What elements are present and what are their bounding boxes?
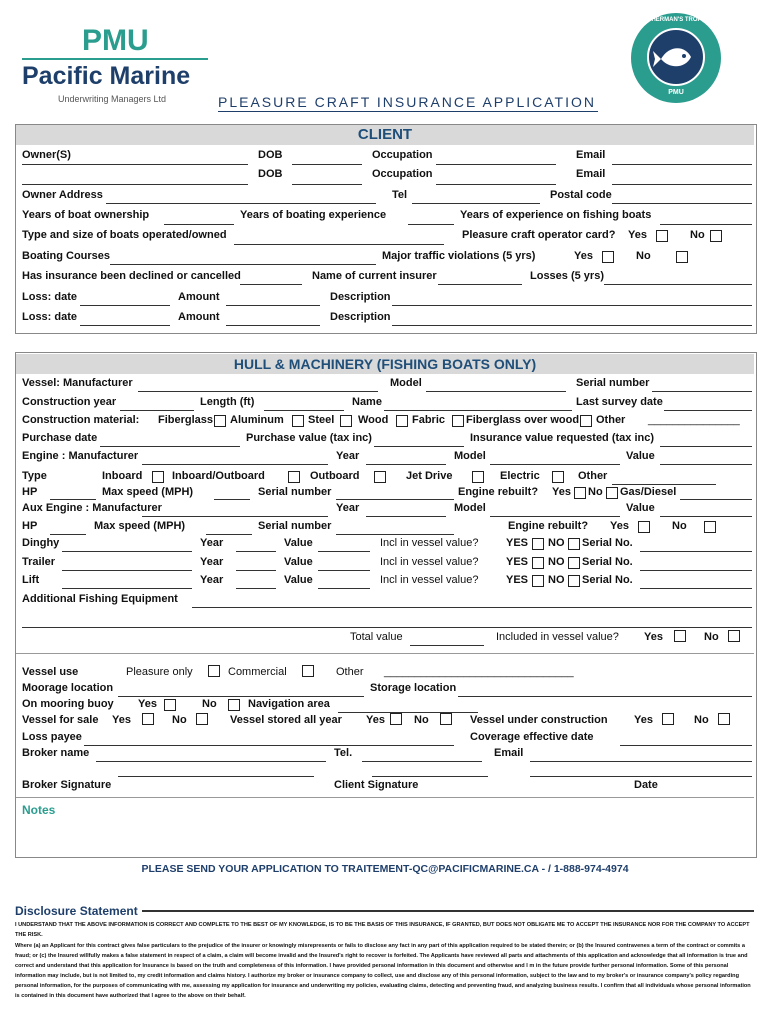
type-size-label: Type and size of boats operated/owned xyxy=(22,229,227,241)
aux-max-speed-field[interactable] xyxy=(206,534,252,535)
logo-rule xyxy=(22,58,208,60)
trailer-year-label: Year xyxy=(200,556,224,568)
notes-divider xyxy=(16,797,754,798)
lift-serial-field[interactable] xyxy=(640,588,752,589)
sale-no-checkbox[interactable] xyxy=(196,713,208,725)
client-heading-bar xyxy=(16,125,754,145)
tel-label: Tel xyxy=(392,189,408,201)
aux-rebuilt-no-label: No xyxy=(672,520,687,532)
use-commercial-label: Commercial xyxy=(228,666,287,678)
sale-no-label: No xyxy=(172,714,187,726)
aux-serial-label: Serial number xyxy=(258,520,332,532)
trailer-incl-label: Incl in vessel value? xyxy=(380,556,479,568)
lift-serial-label: Serial No. xyxy=(582,574,633,586)
amount-label-2: Amount xyxy=(178,311,220,323)
rebuilt-no-checkbox[interactable] xyxy=(606,487,618,499)
type-electric-checkbox[interactable] xyxy=(552,471,564,483)
dinghy-no-checkbox[interactable] xyxy=(568,538,580,550)
email-label: Email xyxy=(576,149,606,161)
serial-number-field[interactable] xyxy=(652,391,752,392)
loss-date-label-2: Loss: date xyxy=(22,311,78,323)
description-label-1: Description xyxy=(330,291,391,303)
rebuilt-yes-label: Yes xyxy=(552,486,571,498)
email-field-2[interactable] xyxy=(612,184,752,185)
type-jet-drive-label: Jet Drive xyxy=(406,470,453,482)
additional-equipment-label: Additional Fishing Equipment xyxy=(22,593,178,605)
buoy-no-label: No xyxy=(202,698,217,710)
lift-yes-label: YES xyxy=(506,574,529,586)
material-fiberglass-over-wood-checkbox[interactable] xyxy=(580,415,592,427)
material-steel-label: Steel xyxy=(308,414,335,426)
length-field[interactable] xyxy=(264,410,344,411)
dob-label: DOB xyxy=(258,149,283,161)
send-instructions: PLEASE SEND YOUR APPLICATION TO TRAITEMENT-QC@PACIFICMARINE.CA - / 1-888-974-4974 xyxy=(141,863,629,875)
gas-diesel-label: Gas/Diesel xyxy=(620,486,677,498)
boating-courses-label: Boating Courses xyxy=(22,250,111,262)
years-fishing-label: Years of experience on fishing boats xyxy=(460,209,652,221)
dinghy-yes-label: YES xyxy=(506,537,529,549)
occupation-field-1[interactable] xyxy=(436,164,556,165)
dinghy-value-label: Value xyxy=(284,537,313,549)
coverage-date-label: Coverage effective date xyxy=(470,731,594,743)
losses-label: Losses (5 yrs) xyxy=(530,270,604,282)
use-commercial-checkbox[interactable] xyxy=(302,665,314,677)
name-label: Name xyxy=(352,396,382,408)
type-jet-drive-checkbox[interactable] xyxy=(472,471,484,483)
occupation-label: Occupation xyxy=(372,149,433,161)
section-divider xyxy=(16,653,754,654)
broker-email-field[interactable] xyxy=(530,761,752,762)
losses-field[interactable] xyxy=(604,284,752,285)
fishermans-trophy-badge xyxy=(631,13,721,103)
trailer-yes-checkbox[interactable] xyxy=(532,557,544,569)
engine-manufacturer-label: Engine : Manufacturer xyxy=(22,450,139,462)
vessel-manufacturer-label: Vessel: Manufacturer xyxy=(22,377,133,389)
amount-field-2[interactable] xyxy=(226,325,320,326)
broker-name-field[interactable] xyxy=(96,761,326,762)
included-label: Included in vessel value? xyxy=(496,631,619,643)
aux-hp-field[interactable] xyxy=(50,534,86,535)
lift-incl-label: Incl in vessel value? xyxy=(380,574,479,586)
broker-signature-label: Broker Signature xyxy=(22,779,112,791)
dob-label-2: DOB xyxy=(258,168,283,180)
amount-label-1: Amount xyxy=(178,291,220,303)
stored-yes-label: Yes xyxy=(366,714,385,726)
years-ownership-label: Years of boat ownership xyxy=(22,209,150,221)
engine-year-label: Year xyxy=(336,450,360,462)
type-inboard-outboard-label: Inboard/Outboard xyxy=(172,470,265,482)
client-signature-field[interactable] xyxy=(372,776,488,777)
material-fiberglass-checkbox[interactable] xyxy=(214,415,226,427)
coverage-date-field[interactable] xyxy=(620,745,752,746)
dob-field-2[interactable] xyxy=(292,184,362,185)
purchase-value-label: Purchase value (tax inc) xyxy=(246,432,372,444)
included-no-label: No xyxy=(704,631,719,643)
gas-diesel-field[interactable] xyxy=(680,499,752,500)
sale-yes-checkbox[interactable] xyxy=(142,713,154,725)
aux-rebuilt-yes-checkbox[interactable] xyxy=(638,521,650,533)
broker-name-label: Broker name xyxy=(22,747,90,759)
lift-year-label: Year xyxy=(200,574,224,586)
boating-courses-field[interactable] xyxy=(110,264,376,265)
last-survey-label: Last survey date xyxy=(576,396,663,408)
rebuilt-no-label: No xyxy=(588,486,603,498)
additional-equipment-line-1[interactable] xyxy=(192,607,752,608)
construction-no-label: No xyxy=(694,714,709,726)
type-electric-label: Electric xyxy=(500,470,540,482)
construction-yes-label: Yes xyxy=(634,714,653,726)
type-inboard-label: Inboard xyxy=(102,470,143,482)
client-signature-label: Client Signature xyxy=(334,779,419,791)
badge-arc-text: FISHERMAN'S TROPHY xyxy=(642,17,710,23)
use-pleasure-checkbox[interactable] xyxy=(208,665,220,677)
years-experience-field[interactable] xyxy=(408,224,454,225)
broker-tel-label: Tel. xyxy=(334,747,353,759)
loss-date-field-2[interactable] xyxy=(80,325,170,326)
operator-card-yes-checkbox[interactable] xyxy=(656,230,668,242)
material-wood-label: Wood xyxy=(358,414,389,426)
buoy-yes-label: Yes xyxy=(138,698,157,710)
engine-value-field[interactable] xyxy=(660,464,752,465)
type-size-field[interactable] xyxy=(234,244,444,245)
trailer-field[interactable] xyxy=(62,570,192,571)
last-survey-field[interactable] xyxy=(664,410,752,411)
stored-no-label: No xyxy=(414,714,429,726)
traffic-violations-label: Major traffic violations (5 yrs) xyxy=(382,250,536,262)
use-other-field[interactable]: _______________________________ xyxy=(384,666,574,678)
aux-engine-field[interactable] xyxy=(142,516,328,517)
aux-value-label: Value xyxy=(626,502,655,514)
use-pleasure-label: Pleasure only xyxy=(126,666,193,678)
included-no-checkbox[interactable] xyxy=(728,630,740,642)
years-fishing-field[interactable] xyxy=(660,224,752,225)
client-heading: CLIENT xyxy=(357,126,413,143)
violations-no-label: No xyxy=(636,250,651,262)
disclosure-paragraph-2: Where (a) an Applicant for this contract gives false particulars to the prejudice of the insurer or knowingly misrepresents or fails to disclose any fact in any part of this application required to be stated therein; or (b) the Insured contravenes a term of the contract or commits a fraud; or (c) the Insured willfully makes a false statement in respect of a claim, a claim will become invalid and the Insured's right to recover is forfeited. The Applicants have reviewed all parts and attachments of this application and acknowledge that all information is true and correct and understand that this application for Insurance is based on the truth and completeness of this information. I have provided personal information in this document and otherwise and I m in the future provide further personal information. Some of this personal information may include, but is not limited to, my credit information and claims history. I authorize my broker or insurance company to collect, use and disclose any of this personal information, subject to the law and to my broker's or insurance company's policy regarding personal information, for the purposes of communicating with me, assessing my application for insurance and underwriting my policies, evaluating claims, detecting and preventing fraud, and analyzing business results. I confirm that all individuals whose personal information is contained in this document have authorized that I agree to the above on their behalf. xyxy=(15,943,751,999)
lift-yes-checkbox[interactable] xyxy=(532,575,544,587)
material-wood-checkbox[interactable] xyxy=(396,415,408,427)
dinghy-serial-field[interactable] xyxy=(640,551,752,552)
stored-all-year-label: Vessel stored all year xyxy=(230,714,342,726)
owner-line-1[interactable] xyxy=(22,164,248,165)
total-value-label: Total value xyxy=(350,631,403,643)
trailer-year-field[interactable] xyxy=(236,570,276,571)
vessel-manufacturer-field[interactable] xyxy=(138,391,378,392)
material-other-field[interactable]: _______________ xyxy=(648,414,740,426)
engine-serial-field[interactable] xyxy=(336,499,454,500)
material-other-label: Other xyxy=(596,414,626,426)
purchase-date-label: Purchase date xyxy=(22,432,98,444)
date-label: Date xyxy=(634,779,658,791)
length-label: Length (ft) xyxy=(200,396,255,408)
vessel-for-sale-label: Vessel for sale xyxy=(22,714,99,726)
violations-yes-label: Yes xyxy=(574,250,593,262)
stored-yes-checkbox[interactable] xyxy=(390,713,402,725)
material-steel-checkbox[interactable] xyxy=(340,415,352,427)
operator-card-label: Pleasure craft operator card? xyxy=(462,229,616,241)
dinghy-field[interactable] xyxy=(62,551,192,552)
trailer-yes-label: YES xyxy=(506,556,529,568)
construction-material-label: Construction material: xyxy=(22,414,140,426)
material-aluminum-checkbox[interactable] xyxy=(292,415,304,427)
lift-year-field[interactable] xyxy=(236,588,276,589)
current-insurer-field[interactable] xyxy=(438,284,522,285)
dinghy-incl-label: Incl in vessel value? xyxy=(380,537,479,549)
dinghy-serial-label: Serial No. xyxy=(582,537,633,549)
lift-field[interactable] xyxy=(62,588,192,589)
aux-max-speed-label: Max speed (MPH) xyxy=(94,520,186,532)
trailer-value-field[interactable] xyxy=(318,570,370,571)
hull-heading-bar xyxy=(16,354,754,374)
operator-card-no-label: No xyxy=(690,229,705,241)
construction-year-label: Construction year xyxy=(22,396,117,408)
stored-no-checkbox[interactable] xyxy=(440,713,452,725)
rebuilt-yes-checkbox[interactable] xyxy=(574,487,586,499)
description-label-2: Description xyxy=(330,311,391,323)
aux-value-field[interactable] xyxy=(660,516,752,517)
included-yes-label: Yes xyxy=(644,631,663,643)
notes-area[interactable] xyxy=(22,822,752,852)
tel-field[interactable] xyxy=(412,203,540,204)
aux-model-field[interactable] xyxy=(490,516,620,517)
broker-email-label: Email xyxy=(494,747,524,759)
years-experience-label: Years of boating experience xyxy=(240,209,387,221)
occupation-label-2: Occupation xyxy=(372,168,433,180)
storage-label: Storage location xyxy=(370,682,457,694)
description-field-1[interactable] xyxy=(392,305,752,306)
loss-payee-label: Loss payee xyxy=(22,731,82,743)
under-construction-label: Vessel under construction xyxy=(470,714,608,726)
insurance-value-label: Insurance value requested (tax inc) xyxy=(470,432,655,444)
owner-line-2[interactable] xyxy=(22,184,248,185)
model-field[interactable] xyxy=(426,391,566,392)
lift-value-field[interactable] xyxy=(318,588,370,589)
material-fiberglass-label: Fiberglass xyxy=(158,414,214,426)
type-other-label: Other xyxy=(578,470,608,482)
dinghy-value-field[interactable] xyxy=(318,551,370,552)
dinghy-no-label: NO xyxy=(548,537,565,549)
max-speed-label: Max speed (MPH) xyxy=(102,486,194,498)
mooring-buoy-label: On mooring buoy xyxy=(22,698,114,710)
material-fiberglass-over-wood-label: Fiberglass over wood xyxy=(466,414,580,426)
broker-tel-field[interactable] xyxy=(362,761,482,762)
current-insurer-label: Name of current insurer xyxy=(312,270,437,282)
serial-number-label: Serial number xyxy=(576,377,650,389)
engine-value-label: Value xyxy=(626,450,655,462)
logo-pmu: PMU xyxy=(82,24,149,57)
trailer-no-checkbox[interactable] xyxy=(568,557,580,569)
trailer-serial-field[interactable] xyxy=(640,570,752,571)
moorage-label: Moorage location xyxy=(22,682,114,694)
type-outboard-checkbox[interactable] xyxy=(374,471,386,483)
buoy-no-checkbox[interactable] xyxy=(228,699,240,711)
email-label-2: Email xyxy=(576,168,606,180)
lift-no-checkbox[interactable] xyxy=(568,575,580,587)
operator-card-no-checkbox[interactable] xyxy=(710,230,722,242)
logo-subtitle: Underwriting Managers Ltd xyxy=(58,94,167,104)
broker-signature-field[interactable] xyxy=(118,776,314,777)
dinghy-year-field[interactable] xyxy=(236,551,276,552)
violations-yes-checkbox[interactable] xyxy=(602,251,614,263)
type-inboard-checkbox[interactable] xyxy=(152,471,164,483)
type-outboard-label: Outboard xyxy=(310,470,360,482)
years-ownership-field[interactable] xyxy=(164,224,234,225)
logo-brand: Pacific Marine xyxy=(22,62,191,90)
declined-label: Has insurance been declined or cancelled xyxy=(22,270,241,282)
engine-model-field[interactable] xyxy=(490,464,620,465)
hull-heading: HULL & MACHINERY (FISHING BOATS ONLY) xyxy=(233,356,537,372)
material-fabric-label: Fabric xyxy=(412,414,446,426)
lift-no-label: NO xyxy=(548,574,565,586)
engine-rebuilt-label: Engine rebuilt? xyxy=(458,486,539,498)
engine-year-field[interactable] xyxy=(366,464,446,465)
aux-year-label: Year xyxy=(336,502,360,514)
construction-yes-checkbox[interactable] xyxy=(662,713,674,725)
total-value-field[interactable] xyxy=(410,645,484,646)
name-field[interactable] xyxy=(384,410,572,411)
trailer-no-label: NO xyxy=(548,556,565,568)
loss-payee-field[interactable] xyxy=(84,745,454,746)
lift-label: Lift xyxy=(22,574,40,586)
badge-bottom-text: PMU xyxy=(668,89,684,96)
title-underline xyxy=(218,111,598,112)
dinghy-year-label: Year xyxy=(200,537,224,549)
amount-field-1[interactable] xyxy=(226,305,320,306)
engine-manufacturer-field[interactable] xyxy=(142,464,328,465)
purchase-date-field[interactable] xyxy=(100,446,240,447)
page-title: PLEASURE CRAFT INSURANCE APPLICATION xyxy=(218,94,596,110)
aux-serial-field[interactable] xyxy=(336,534,454,535)
purchase-value-field[interactable] xyxy=(374,446,464,447)
storage-field[interactable] xyxy=(458,696,752,697)
buoy-yes-checkbox[interactable] xyxy=(164,699,176,711)
trailer-label: Trailer xyxy=(22,556,56,568)
occupation-field-2[interactable] xyxy=(436,184,556,185)
aux-rebuilt-yes-label: Yes xyxy=(610,520,629,532)
construction-no-checkbox[interactable] xyxy=(718,713,730,725)
aux-hp-label: HP xyxy=(22,520,38,532)
sale-yes-label: Yes xyxy=(112,714,131,726)
aux-model-label: Model xyxy=(454,502,486,514)
date-field[interactable] xyxy=(530,776,752,777)
material-fabric-checkbox[interactable] xyxy=(452,415,464,427)
type-inboard-outboard-checkbox[interactable] xyxy=(288,471,300,483)
aux-year-field[interactable] xyxy=(366,516,446,517)
postal-code-field[interactable] xyxy=(612,203,752,204)
postal-code-label: Postal code xyxy=(550,189,612,201)
disclosure-paragraph-1: I UNDERSTAND THAT THE ABOVE INFORMATION IS CORRECT AND COMPLETE TO THE BEST OF MY KNOWLEDGE, IS TO BE THE BASIS OF THIS INSURANCE, IF GRANTED, BUT DOES NOT OBLIGATE ME TO ACCEPT THE INSURANCE NOR FOR THE COMPANY TO ACCEPT THE RISK. xyxy=(15,922,750,938)
disclosure-rule xyxy=(142,910,754,912)
construction-year-field[interactable] xyxy=(120,410,194,411)
hp-label: HP xyxy=(22,486,38,498)
max-speed-field[interactable] xyxy=(214,499,250,500)
material-aluminum-label: Aluminum xyxy=(230,414,284,426)
loss-date-label-1: Loss: date xyxy=(22,291,78,303)
dinghy-label: Dinghy xyxy=(22,537,60,549)
vessel-use-label: Vessel use xyxy=(22,666,79,678)
owner-address-field[interactable] xyxy=(106,203,376,204)
additional-equipment-line-2[interactable] xyxy=(22,627,752,628)
navigation-area-label: Navigation area xyxy=(248,698,330,710)
insurance-value-field[interactable] xyxy=(660,446,752,447)
description-field-2[interactable] xyxy=(392,325,752,326)
lift-value-label: Value xyxy=(284,574,313,586)
disclosure-heading: Disclosure Statement xyxy=(15,904,138,918)
dob-field-1[interactable] xyxy=(292,164,362,165)
aux-engine-label: Aux Engine : Manufacturer xyxy=(22,502,162,514)
loss-date-field-1[interactable] xyxy=(80,305,170,306)
owners-label: Owner(S) xyxy=(22,149,71,161)
hp-field[interactable] xyxy=(50,499,96,500)
aux-rebuilt-label: Engine rebuilt? xyxy=(508,520,589,532)
owner-address-label: Owner Address xyxy=(22,189,103,201)
aux-rebuilt-no-checkbox[interactable] xyxy=(704,521,716,533)
violations-no-checkbox[interactable] xyxy=(676,251,688,263)
dinghy-yes-checkbox[interactable] xyxy=(532,538,544,550)
engine-serial-label: Serial number xyxy=(258,486,332,498)
engine-type-label: Type xyxy=(22,470,47,482)
use-other-label: Other xyxy=(336,666,364,678)
trailer-value-label: Value xyxy=(284,556,313,568)
navigation-area-field[interactable] xyxy=(338,712,478,713)
included-yes-checkbox[interactable] xyxy=(674,630,686,642)
engine-model-label: Model xyxy=(454,450,486,462)
type-other-field[interactable] xyxy=(612,484,716,485)
trailer-serial-label: Serial No. xyxy=(582,556,633,568)
email-field-1[interactable] xyxy=(612,164,752,165)
moorage-field[interactable] xyxy=(118,696,364,697)
operator-card-yes-label: Yes xyxy=(628,229,647,241)
notes-label: Notes xyxy=(22,803,56,817)
declined-field[interactable] xyxy=(240,284,302,285)
model-label: Model xyxy=(390,377,422,389)
